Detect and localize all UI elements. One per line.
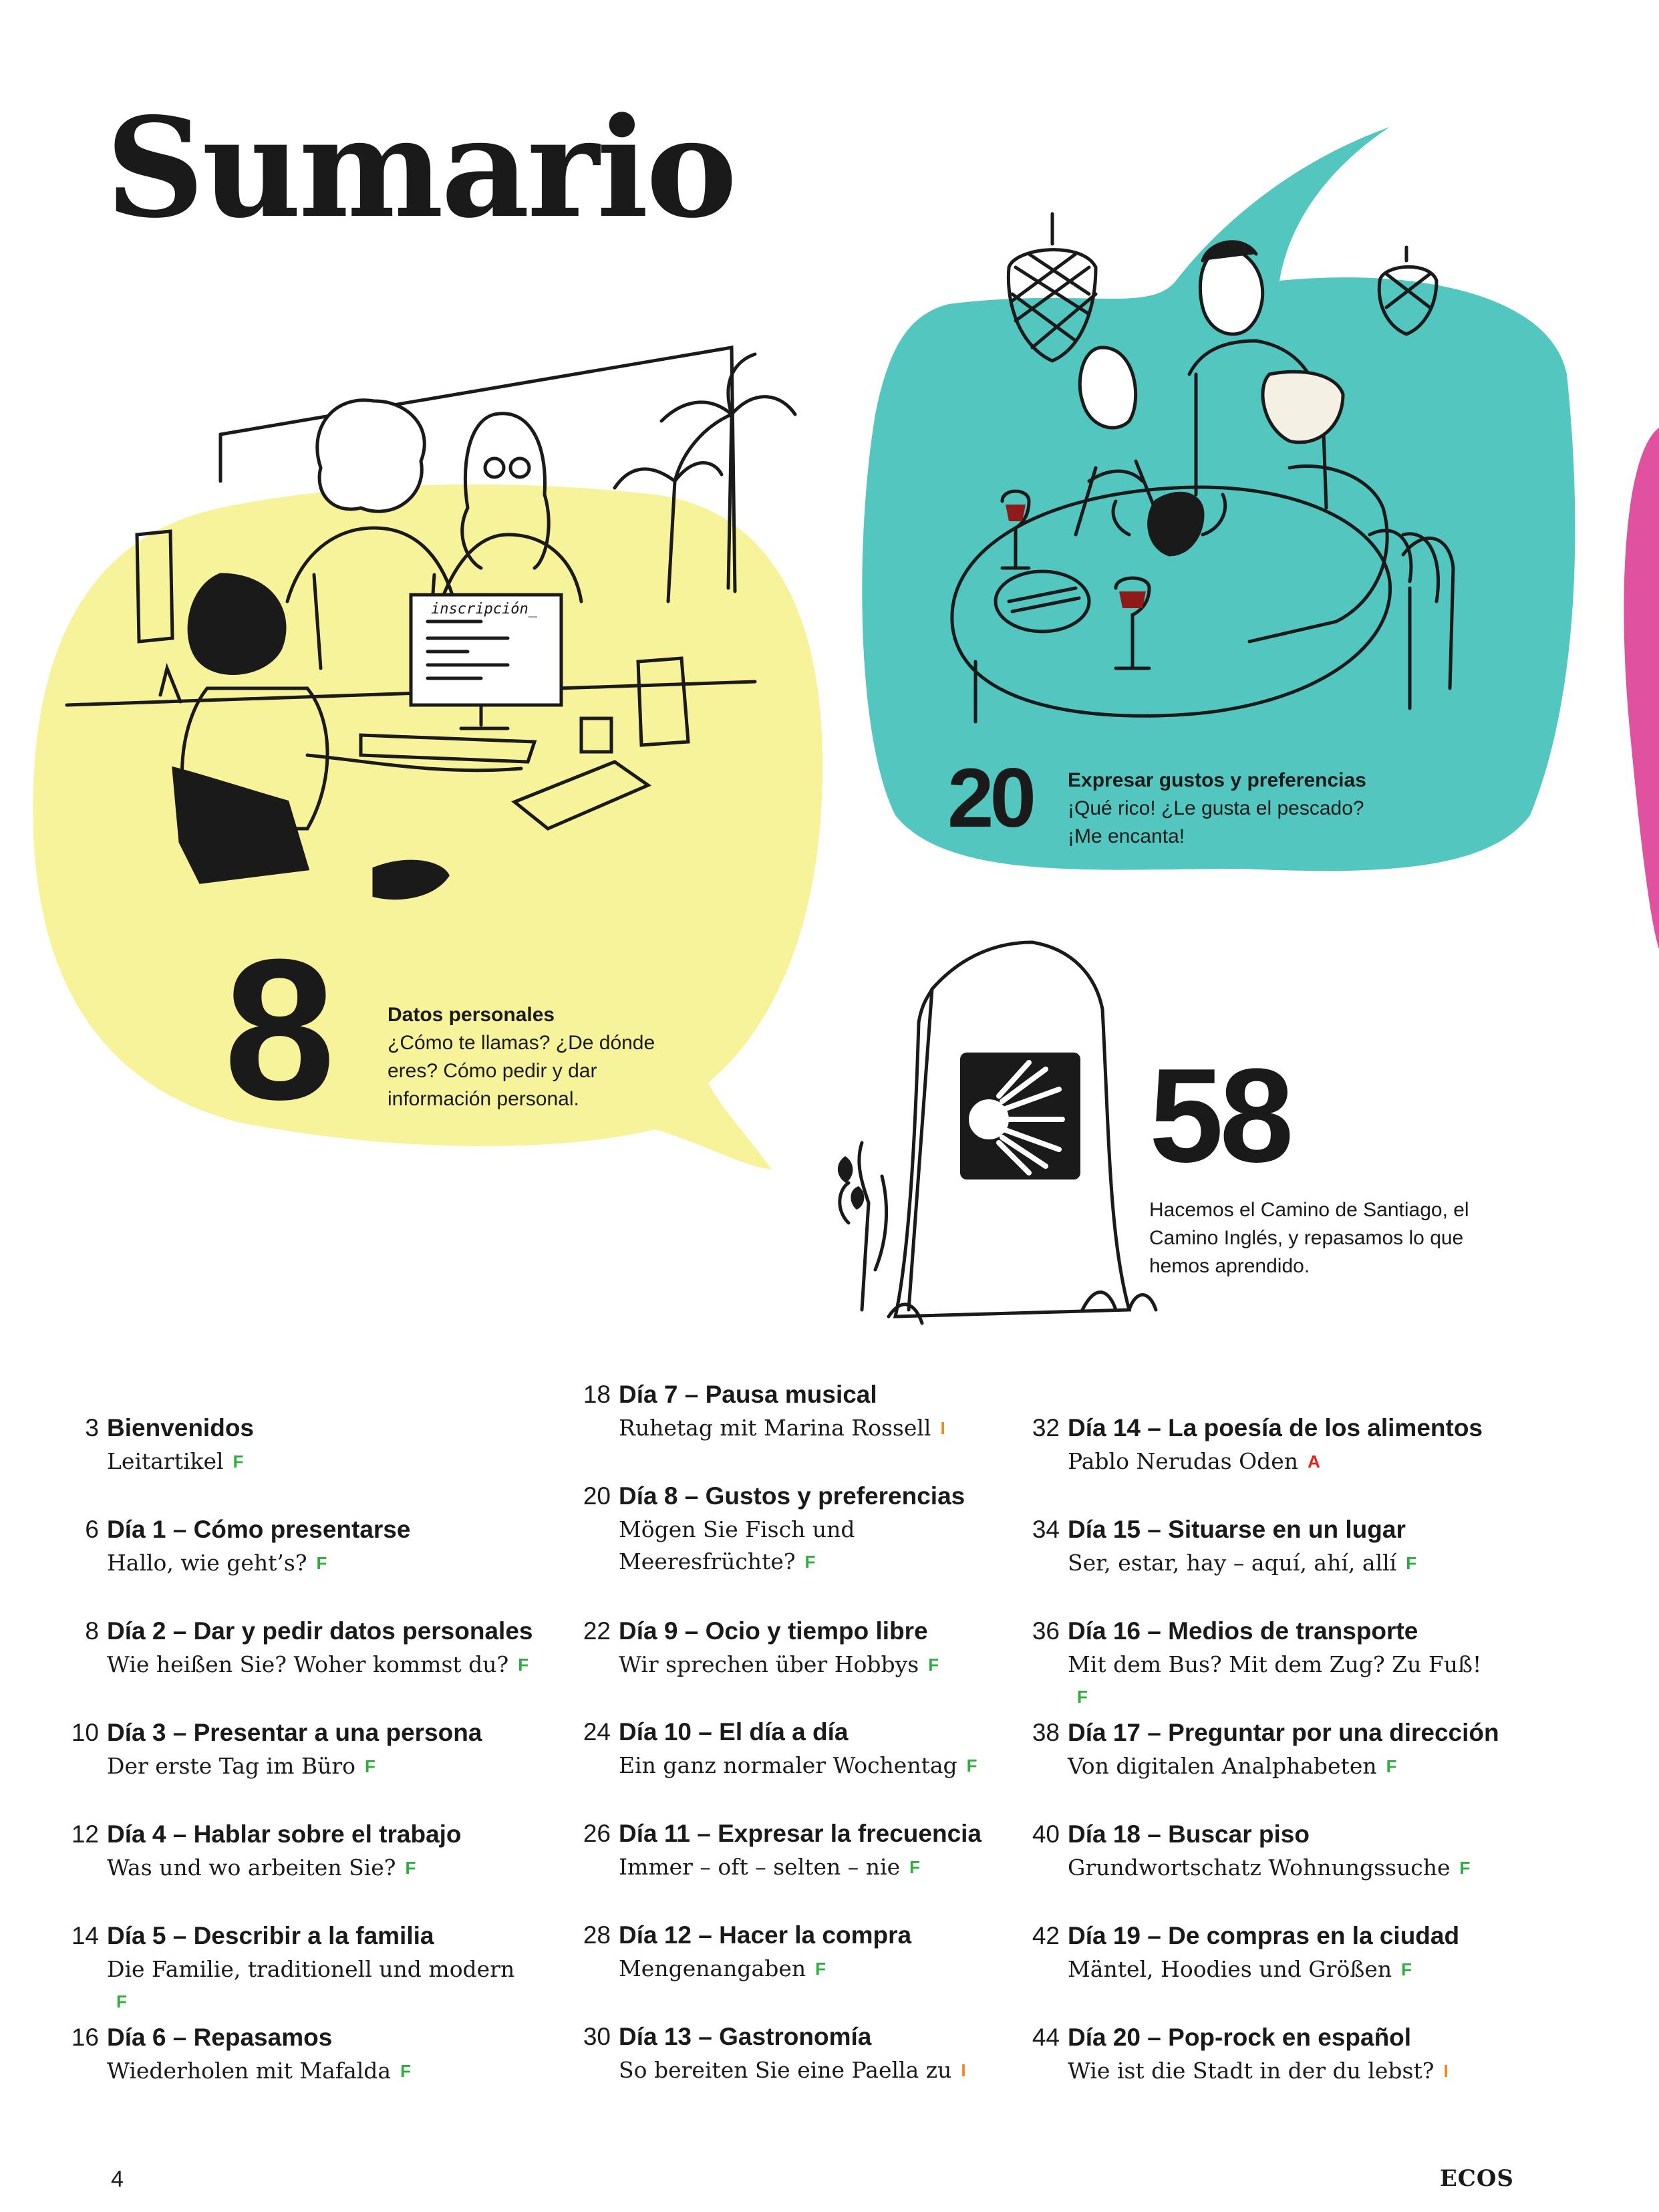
- level-badge: I: [961, 2060, 966, 2080]
- level-badge: F: [400, 2061, 411, 2081]
- toc-title: Día 7 – Pausa musical: [619, 1381, 877, 1408]
- feature-20-text: [1068, 767, 1415, 851]
- toc-title: Día 13 – Gastronomía: [619, 2023, 872, 2050]
- feature-58-text: [1149, 1196, 1523, 1280]
- toc-subtitle: [1068, 2055, 1495, 2087]
- toc-page-number: 12: [71, 1820, 99, 1848]
- toc-subtitle-text: Hallo, wie geht’s?: [107, 1550, 307, 1576]
- toc-page-number: 44: [1032, 2024, 1060, 2051]
- toc-title: Día 10 – El día a día: [619, 1718, 849, 1746]
- toc-subtitle-text: So bereiten Sie eine Paella zu: [619, 2057, 952, 2083]
- toc-subtitle: [1068, 1750, 1495, 1782]
- feature-page-number-8: 8: [224, 917, 331, 1141]
- toc-page-number: 36: [1032, 1617, 1060, 1645]
- toc-subtitle: [1068, 1445, 1495, 1478]
- toc-title: Día 12 – Hacer la compra: [619, 1921, 912, 1949]
- toc-subtitle-text: Mengenangaben: [619, 1955, 806, 1981]
- toc-title: Día 9 – Ocio y tiempo libre: [619, 1617, 928, 1645]
- level-badge: F: [1406, 1553, 1417, 1573]
- toc-page-number: 40: [1032, 1820, 1060, 1848]
- toc-title: Día 18 – Buscar piso: [1068, 1820, 1310, 1848]
- toc-title: Día 19 – De compras en la ciudad: [1068, 1922, 1460, 1949]
- toc-subtitle-text: Ein ganz normaler Wochentag: [619, 1752, 957, 1778]
- toc-subtitle: [1068, 1547, 1495, 1579]
- toc-page-number: 26: [583, 1820, 611, 1847]
- toc-subtitle: [107, 1750, 535, 1782]
- level-badge: F: [815, 1959, 826, 1979]
- toc-page-number: 38: [1032, 1719, 1060, 1746]
- feature-20-body: ¡Qué rico! ¿Le gusta el pescado? ¡Me encanta!: [1068, 797, 1364, 847]
- toc-title: Día 5 – Describir a la familia: [107, 1922, 434, 1949]
- toc-subtitle-text: Wir sprechen über Hobbys: [619, 1651, 919, 1677]
- level-badge: F: [1077, 1687, 1088, 1707]
- level-badge: F: [1459, 1858, 1471, 1878]
- level-badge: I: [1443, 2061, 1449, 2081]
- toc-subtitle-text: Grundwortschatz Wohnungssuche: [1068, 1854, 1451, 1881]
- toc-page-number: 16: [71, 2024, 99, 2051]
- feature-8-body: ¿Cómo te llamas? ¿De dónde eres? Cómo pedir y dar información personal.: [388, 1032, 655, 1110]
- illustration-label: inscripción_: [431, 601, 537, 617]
- toc-subtitle: [107, 1649, 535, 1681]
- level-badge: F: [1386, 1756, 1397, 1776]
- toc-subtitle-text: Ruhetag mit Marina Rossell: [619, 1415, 931, 1441]
- toc-title: Día 20 – Pop-rock en español: [1068, 2024, 1412, 2051]
- toc-subtitle: [107, 1547, 535, 1579]
- toc-page-number: 3: [85, 1414, 99, 1441]
- toc-page-number: 20: [583, 1482, 611, 1510]
- toc-title: Día 11 – Expresar la frecuencia: [619, 1820, 982, 1847]
- toc-subtitle: [1068, 1649, 1495, 1713]
- toc-subtitle: [619, 1649, 1046, 1681]
- feature-page-number-20: 20: [947, 752, 1033, 845]
- magazine-logo: ECOS: [1439, 2165, 1514, 2192]
- toc-subtitle-text: Mäntel, Hoodies und Größen: [1068, 1956, 1392, 1982]
- toc-subtitle: [619, 2054, 1046, 2086]
- toc-title: Día 17 – Preguntar por una dirección: [1068, 1719, 1499, 1746]
- toc-subtitle: [107, 1445, 535, 1478]
- toc-subtitle-text: Wie heißen Sie? Woher kommst du?: [107, 1651, 509, 1677]
- toc-subtitle-text: Mögen Sie Fisch und Meeresfrüchte?: [619, 1516, 855, 1574]
- toc-page-number: 30: [583, 2023, 611, 2050]
- level-badge: F: [966, 1756, 977, 1776]
- toc-page-number: 8: [85, 1617, 99, 1645]
- toc-subtitle: [107, 2055, 535, 2087]
- toc-subtitle: [1068, 1852, 1495, 1884]
- toc-title: Día 8 – Gustos y preferencias: [619, 1482, 965, 1510]
- page-number: 4: [111, 2167, 124, 2192]
- toc-title: Día 3 – Presentar a una persona: [107, 1719, 482, 1746]
- level-badge: F: [405, 1858, 416, 1878]
- toc-subtitle-text: Ser, estar, hay – aquí, ahí, allí: [1068, 1550, 1397, 1576]
- toc-subtitle: [619, 1412, 1046, 1444]
- toc-page-number: 28: [583, 1921, 611, 1949]
- toc-page-number: 22: [583, 1617, 611, 1645]
- toc-subtitle-text: Wie ist die Stadt in der du lebst?: [1068, 2058, 1435, 2084]
- toc-page-number: 14: [71, 1922, 99, 1949]
- level-badge: F: [804, 1552, 816, 1572]
- toc-title: Día 15 – Situarse en un lugar: [1068, 1516, 1406, 1543]
- toc-page-number: 10: [71, 1719, 99, 1746]
- toc-subtitle: [107, 1953, 535, 2018]
- toc-subtitle: [619, 1514, 1046, 1578]
- level-badge: F: [909, 1857, 920, 1877]
- toc-subtitle-text: Die Familie, traditionell und modern: [107, 1956, 515, 1982]
- magenta-shape: [1624, 428, 1659, 949]
- toc-subtitle-text: Leitartikel: [107, 1448, 224, 1474]
- toc-title: Día 2 – Dar y pedir datos personales: [107, 1617, 533, 1645]
- page-title: Sumario: [106, 88, 735, 249]
- level-badge: F: [365, 1756, 375, 1776]
- toc-page-number: 6: [85, 1516, 99, 1543]
- toc-title: Día 16 – Medios de transporte: [1068, 1617, 1418, 1645]
- toc-title: Día 14 – La poesía de los alimentos: [1068, 1414, 1483, 1441]
- toc-title: Bienvenidos: [107, 1414, 254, 1441]
- toc-title: Día 1 – Cómo presentarse: [107, 1516, 411, 1543]
- feature-20-heading: Expresar gustos y preferencias: [1068, 769, 1366, 791]
- level-badge: I: [940, 1418, 945, 1438]
- toc-subtitle-text: Wiederholen mit Mafalda: [107, 2058, 392, 2084]
- feature-58-body: Hacemos el Camino de Santiago, el Camino Inglés, y repasamos lo que hemos aprendido.: [1149, 1199, 1469, 1277]
- toc-page-number: 32: [1032, 1414, 1060, 1441]
- toc-subtitle-text: Pablo Nerudas Oden: [1068, 1448, 1299, 1474]
- toc-subtitle-text: Mit dem Bus? Mit dem Zug? Zu Fuß!: [1068, 1651, 1482, 1677]
- toc-subtitle: [1068, 1953, 1495, 1985]
- toc-subtitle-text: Immer – oft – selten – nie: [619, 1854, 901, 1880]
- level-badge: F: [1401, 1959, 1412, 1979]
- toc-title: Día 4 – Hablar sobre el trabajo: [107, 1820, 462, 1848]
- feature-8-text: [388, 1001, 682, 1113]
- toc-subtitle-text: Was und wo arbeiten Sie?: [107, 1854, 396, 1881]
- feature-page-number-58: 58: [1149, 1041, 1290, 1190]
- toc-subtitle: [619, 1953, 1046, 1985]
- toc-subtitle: [107, 1852, 535, 1884]
- toc-subtitle-text: Von digitalen Analphabeten: [1068, 1753, 1377, 1779]
- toc-subtitle: [619, 1851, 1046, 1883]
- toc-page-number: 24: [583, 1718, 611, 1746]
- level-badge: F: [316, 1553, 327, 1573]
- toc-page-number: 42: [1032, 1922, 1060, 1949]
- level-badge: F: [233, 1451, 244, 1472]
- toc-page-number: 18: [583, 1381, 611, 1408]
- level-badge: F: [116, 1991, 127, 2012]
- toc-subtitle: [619, 1750, 1046, 1782]
- toc-subtitle-text: Der erste Tag im Büro: [107, 1753, 355, 1779]
- level-badge: F: [518, 1655, 529, 1675]
- level-badge: A: [1308, 1451, 1320, 1472]
- level-badge: F: [928, 1655, 939, 1675]
- toc-page-number: 34: [1032, 1516, 1060, 1543]
- feature-8-heading: Datos personales: [388, 1004, 555, 1026]
- toc-title: Día 6 – Repasamos: [107, 2024, 333, 2051]
